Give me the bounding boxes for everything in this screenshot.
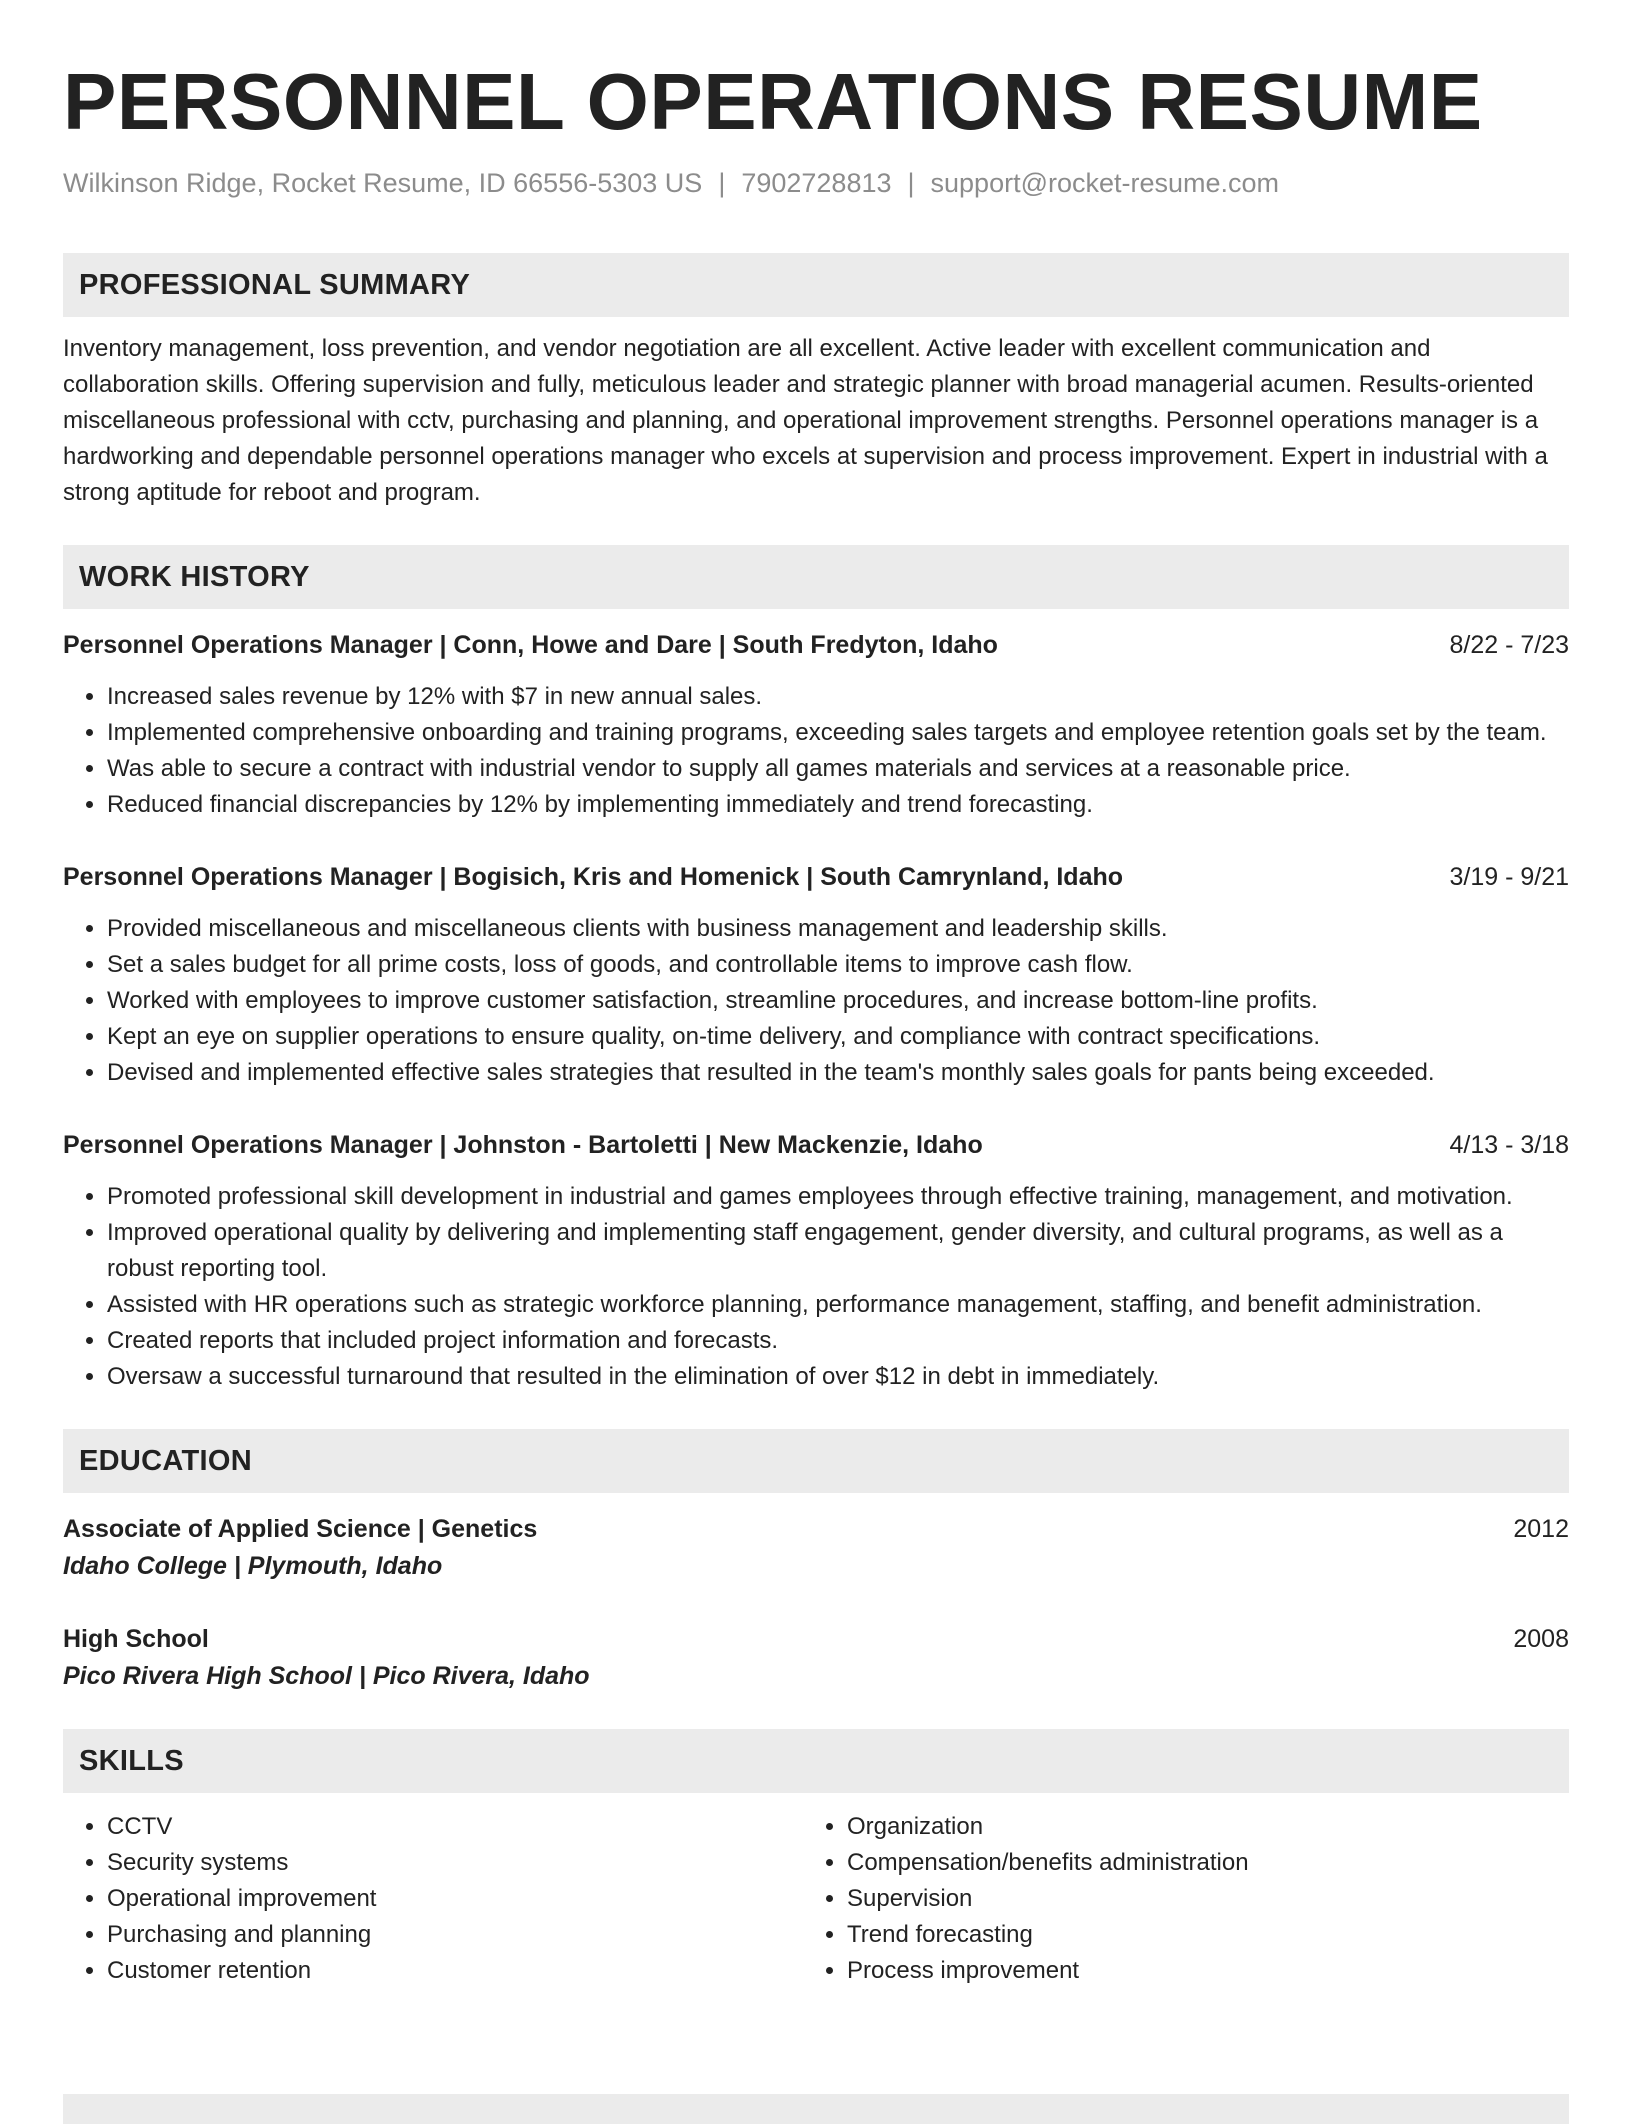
skill-item: • Trend forecasting bbox=[847, 1917, 1569, 1953]
next-section-header bbox=[63, 2094, 1569, 2124]
skill-item: • Customer retention bbox=[107, 1953, 803, 1989]
resume-title: PERSONNEL OPERATIONS RESUME bbox=[63, 57, 1483, 146]
skill-item: • Purchasing and planning bbox=[107, 1917, 803, 1953]
contact-separator: | bbox=[907, 168, 915, 198]
job-bullets bbox=[63, 911, 1569, 1091]
job-bullet: • Improved operational quality by delivering and implementing staff engagement, gender diversity, and cultural programs, as well as a robust reporting tool. bbox=[107, 1215, 1569, 1287]
section-header-education: EDUCATION bbox=[63, 1429, 1569, 1493]
education-entry bbox=[63, 1621, 1569, 1695]
job-dates: 4/13 - 3/18 bbox=[1449, 1131, 1569, 1160]
job-bullet: • Worked with employees to improve customer satisfaction, streamline procedures, and increase bottom-line profits. bbox=[107, 983, 1569, 1019]
section-header-skills: SKILLS bbox=[63, 1729, 1569, 1793]
education-entry bbox=[63, 1511, 1569, 1585]
job-bullet: • Was able to secure a contract with industrial vendor to supply all games materials and services at a reasonable price. bbox=[107, 751, 1569, 787]
job-entry bbox=[63, 1127, 1569, 1395]
contact-line bbox=[63, 166, 1569, 201]
contact-email: support@rocket-resume.com bbox=[930, 168, 1280, 198]
skills-column bbox=[63, 1809, 803, 1989]
job-bullet: • Set a sales budget for all prime costs, loss of goods, and controllable items to improve cash flow. bbox=[107, 947, 1569, 983]
job-bullet: • Increased sales revenue by 12% with $7 in new annual sales. bbox=[107, 679, 1569, 715]
contact-phone: 7902728813 bbox=[741, 168, 892, 198]
job-bullets bbox=[63, 679, 1569, 823]
skill-item: • Operational improvement bbox=[107, 1881, 803, 1917]
contact-separator: | bbox=[718, 168, 726, 198]
job-bullet: • Assisted with HR operations such as strategic workforce planning, performance management, staffing, and benefit administration. bbox=[107, 1287, 1569, 1323]
job-bullet: • Implemented comprehensive onboarding and training programs, exceeding sales targets and employee retention goals set by the team. bbox=[107, 715, 1569, 751]
job-title: Personnel Operations Manager | Bogisich, Kris and Homenick | South Camrynland, Idaho bbox=[63, 863, 1124, 892]
skill-item: • Compensation/benefits administration bbox=[847, 1845, 1569, 1881]
skills-column bbox=[803, 1809, 1569, 1989]
contact-address: Wilkinson Ridge, Rocket Resume, ID 66556-5303 US bbox=[63, 168, 703, 198]
skill-item: • Security systems bbox=[107, 1845, 803, 1881]
skill-item: • Supervision bbox=[847, 1881, 1569, 1917]
summary-text: Inventory management, loss prevention, and vendor negotiation are all excellent. Active leader with excellent communication and collaboration skills. Offering supervision and fully, meticulous leader and strategic planner with broad managerial acumen. Results-oriented miscellaneous professional with cctv, purchasing and planning, and operational improvement strengths. Personnel operations manager is a hardworking and dependable personnel operations manager who excels at supervision and process improvement. Expert in industrial with a strong aptitude for reboot and program. bbox=[63, 335, 1548, 507]
job-dates: 3/19 - 9/21 bbox=[1449, 863, 1569, 892]
job-bullet: • Kept an eye on supplier operations to ensure quality, on-time delivery, and compliance with contract specifications. bbox=[107, 1019, 1569, 1055]
section-header-summary: PROFESSIONAL SUMMARY bbox=[63, 253, 1569, 317]
skills-list bbox=[63, 1809, 1569, 1989]
job-bullet: • Promoted professional skill development in industrial and games employees through effective training, management, and motivation. bbox=[107, 1179, 1569, 1215]
job-title: Personnel Operations Manager | Johnston - Bartoletti | New Mackenzie, Idaho bbox=[63, 1131, 983, 1160]
education-school: Pico Rivera High School | Pico Rivera, Idaho bbox=[63, 1662, 590, 1691]
education-year: 2008 bbox=[1513, 1625, 1569, 1654]
education-degree: High School bbox=[63, 1625, 209, 1654]
section-header-work-history: WORK HISTORY bbox=[63, 545, 1569, 609]
education-degree: Associate of Applied Science | Genetics bbox=[63, 1515, 538, 1544]
job-bullet: • Reduced financial discrepancies by 12% by implementing immediately and trend forecasting. bbox=[107, 787, 1569, 823]
skill-item: • Process improvement bbox=[847, 1953, 1569, 1989]
education-school: Idaho College | Plymouth, Idaho bbox=[63, 1552, 443, 1581]
job-entry bbox=[63, 627, 1569, 823]
job-bullet: • Devised and implemented effective sales strategies that resulted in the team's monthly sales goals for pants being exceeded. bbox=[107, 1055, 1569, 1091]
job-bullet: • Oversaw a successful turnaround that resulted in the elimination of over $12 in debt in immediately. bbox=[107, 1359, 1569, 1395]
skill-item: • CCTV bbox=[107, 1809, 803, 1845]
education-year: 2012 bbox=[1513, 1515, 1569, 1544]
job-title: Personnel Operations Manager | Conn, Howe and Dare | South Fredyton, Idaho bbox=[63, 631, 998, 660]
job-bullet: • Created reports that included project information and forecasts. bbox=[107, 1323, 1569, 1359]
job-bullets bbox=[63, 1179, 1569, 1395]
job-dates: 8/22 - 7/23 bbox=[1449, 631, 1569, 660]
skill-item: • Organization bbox=[847, 1809, 1569, 1845]
job-entry bbox=[63, 859, 1569, 1091]
job-bullet: • Provided miscellaneous and miscellaneous clients with business management and leadership skills. bbox=[107, 911, 1569, 947]
